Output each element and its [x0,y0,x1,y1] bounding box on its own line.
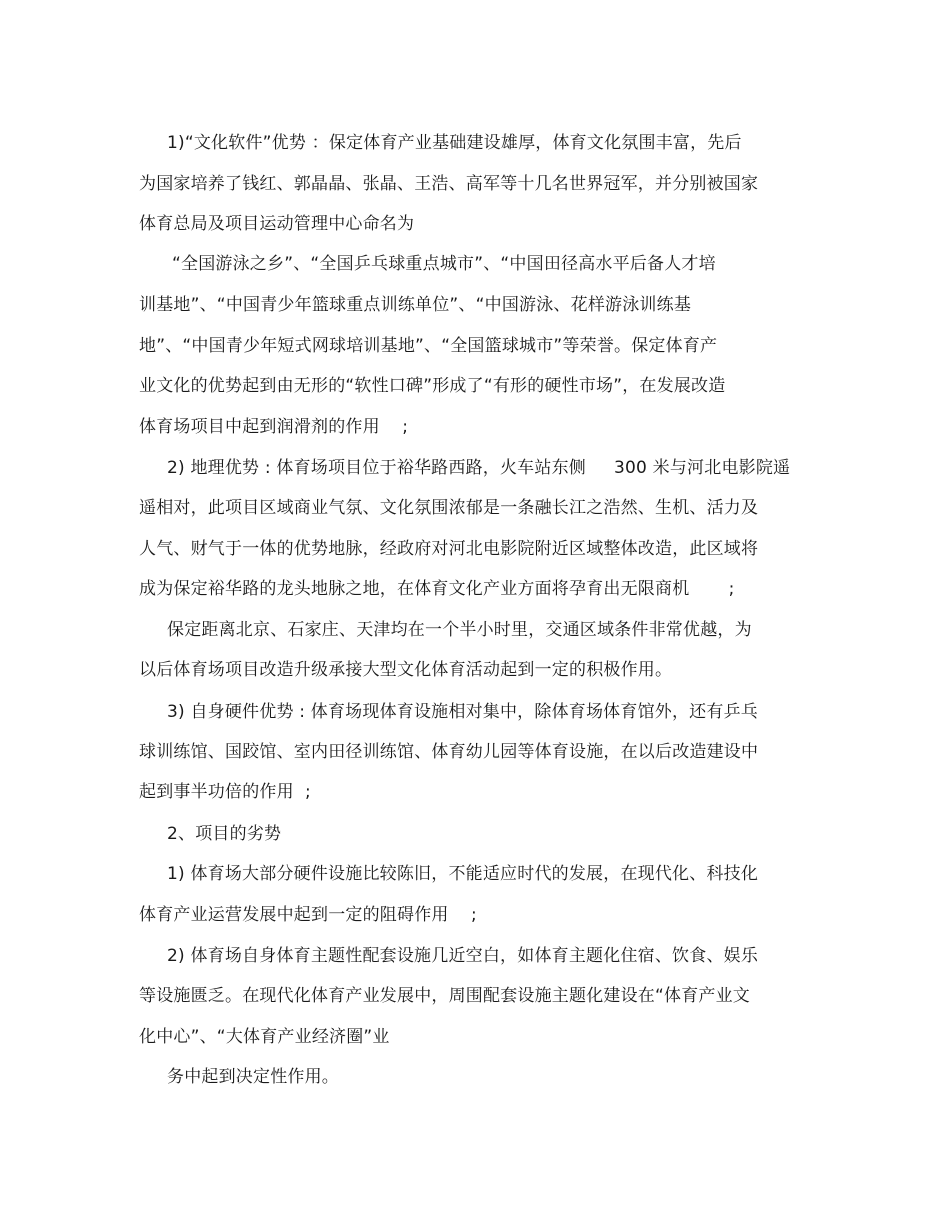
text-line: 为国家培养了钱红、郭晶晶、张晶、王浩、高军等十几名世界冠军，并分别被国家 [139,174,759,194]
text-line: 体育总局及项目运动管理中心命名为 [139,214,415,234]
text-line: 2) 地理优势 : 体育场项目位于裕华路西路，火车站东侧 300 米与河北电影院遥 [167,458,791,478]
text-line: 2、项目的劣势 [167,824,282,844]
text-line: 起到事半功倍的作用 ; [139,782,311,802]
text-line: 保定距离北京、石家庄、天津均在一个半小时里，交通区域条件非常优越，为 [167,620,752,640]
text-line: 业文化的优势起到由无形的“软性口碑”形成了“有形的硬性市场”，在发展改造 [139,376,726,396]
text-line: 地”、“中国青少年短式网球培训基地”、“全国篮球城市”等荣誉。保定体育产 [139,336,718,356]
text-line: 体育场项目中起到润滑剂的作用 ; [139,417,409,437]
text-line: 1)“文化软件”优势 ：保定体育产业基础建设雄厚，体育文化氛围丰富，先后 [167,133,742,153]
text-line: 3) 自身硬件优势 : 体育场现体育设施相对集中，除体育场体育馆外，还有乒乓 [167,702,758,722]
text-line: 以后体育场项目改造升级承接大型文化体育活动起到一定的积极作用。 [139,660,673,680]
text-line: 化中心”、“大体育产业经济圈”业 [139,1027,390,1047]
text-line: 务中起到决定性作用。 [167,1067,339,1087]
text-line: 球训练馆、国跤馆、室内田径训练馆、体育幼儿园等体育设施，在以后改造建设中 [139,742,759,762]
text-line: 2) 体育场自身体育主题性配套设施几近空白，如体育主题化住宿、饮食、娱乐 [167,946,759,966]
text-line: 遥相对，此项目区域商业气氛、文化氛围浓郁是一条融长江之浩然、生机、活力及 [139,498,759,518]
text-line: 等设施匮乏。在现代化体育产业发展中，周围配套设施主题化建设在“体育产业文 [139,986,751,1006]
text-line: 人气、财气于一体的优势地脉，经政府对河北电影院附近区域整体改造，此区域将 [139,539,759,559]
text-line: 成为保定裕华路的龙头地脉之地，在体育文化产业方面将孕育出无限商机 ; [139,579,735,599]
text-line: 训基地”、“中国青少年篮球重点训练单位”、“中国游泳、花样游泳训练基 [139,295,692,315]
text-line: 1) 体育场大部分硬件设施比较陈旧，不能适应时代的发展，在现代化、科技化 [167,864,759,884]
text-line: 体育产业运营发展中起到一定的阻碍作用 ; [139,905,477,925]
text-line: “全国游泳之乡”、“全国乒乓球重点城市”、“中国田径高水平后备人才培 [172,254,716,274]
